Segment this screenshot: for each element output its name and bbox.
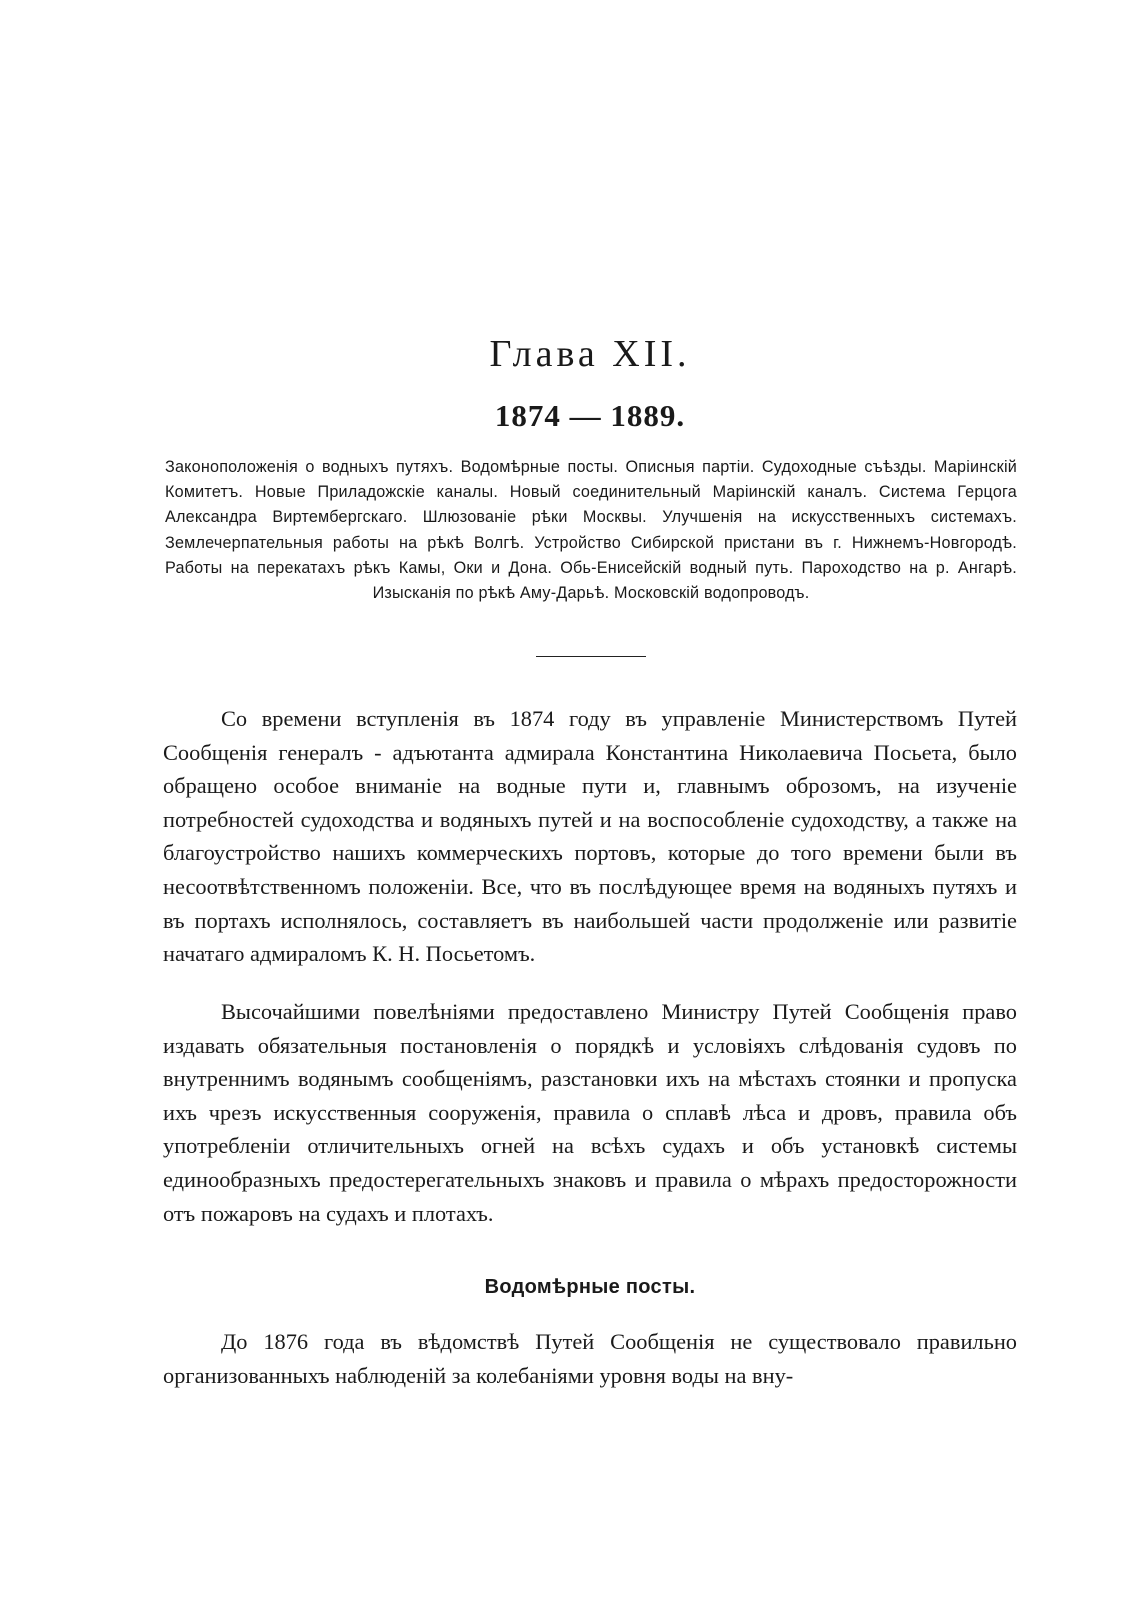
chapter-summary: Законоположенія о водныхъ путяхъ. Водомѣрные посты. Описныя партіи. Судоходные съѣзды. Маріинскій Комитетъ. Новые Приладожскіе каналы. Новый соединительный Маріинскій каналъ. Система Герцога Александра Виртембергскаго. Шлюзованіе рѣки Москвы. Улучшенія на искусственныхъ системахъ. Землечерпательныя работы на рѣкѣ Волгѣ. Устройство Сибирской пристани въ г. Нижнемъ-Новгородѣ. Работы на перекатахъ рѣкъ Камы, Оки и Дона. Обь-Енисейскій водный путь. Пароходство на р. Ангарѣ. Изысканія по рѣкѣ Аму-Дарьѣ. Московскій водопроводъ. <box>165 458 1017 603</box>
chapter-years: 1874 — 1889. <box>494 398 686 433</box>
body-paragraph-2: Высочайшими повелѣніями предоставлено Министру Путей Сообщенія право издавать обязательныя постановленія о порядкѣ и условіяхъ слѣдованія судовъ по внутреннимъ водянымъ сообщеніямъ, разстановки ихъ на мѣстахъ стоянки и пропуска ихъ чрезъ искусственныя сооруженія, правила о сплавѣ лѣса и дровъ, правила объ употребленіи отличительныхъ огней на всѣхъ судахъ и объ установкѣ системы единообразныхъ предостерегательныхъ знаковъ и правила о мѣрахъ предосторожности отъ пожаровъ на судахъ и плотахъ. <box>163 999 1017 1226</box>
chapter-title: Глава XII. <box>489 333 691 375</box>
section-heading: Водомѣрные посты. <box>484 1276 696 1298</box>
body-paragraph-1: Со времени вступленія въ 1874 году въ управленіе Министерствомъ Путей Сообщенія генералъ - адъютанта адмирала Константина Николаевича Посьета, было обращено особое вниманіе на водные пути и, главнымъ оброзомъ, на изученіе потребностей судоходства и водяныхъ путей и на воспособленіе судоходству, а также на благоустройство нашихъ коммерческихъ портовъ, которые до того времени были въ несоотвѣтственномъ положеніи. Все, что въ послѣдующее время на водяныхъ путяхъ и въ портахъ исполнялось, составляетъ въ наибольшей части продолженіе или развитіе начатаго адмираломъ К. Н. Посьетомъ. <box>163 706 1017 967</box>
section-divider <box>536 656 646 657</box>
section-paragraph: До 1876 года въ вѣдомствѣ Путей Сообщенія не существовало правильно организованныхъ наблюденій за колебаніями уровня воды на вну- <box>163 1329 1017 1388</box>
